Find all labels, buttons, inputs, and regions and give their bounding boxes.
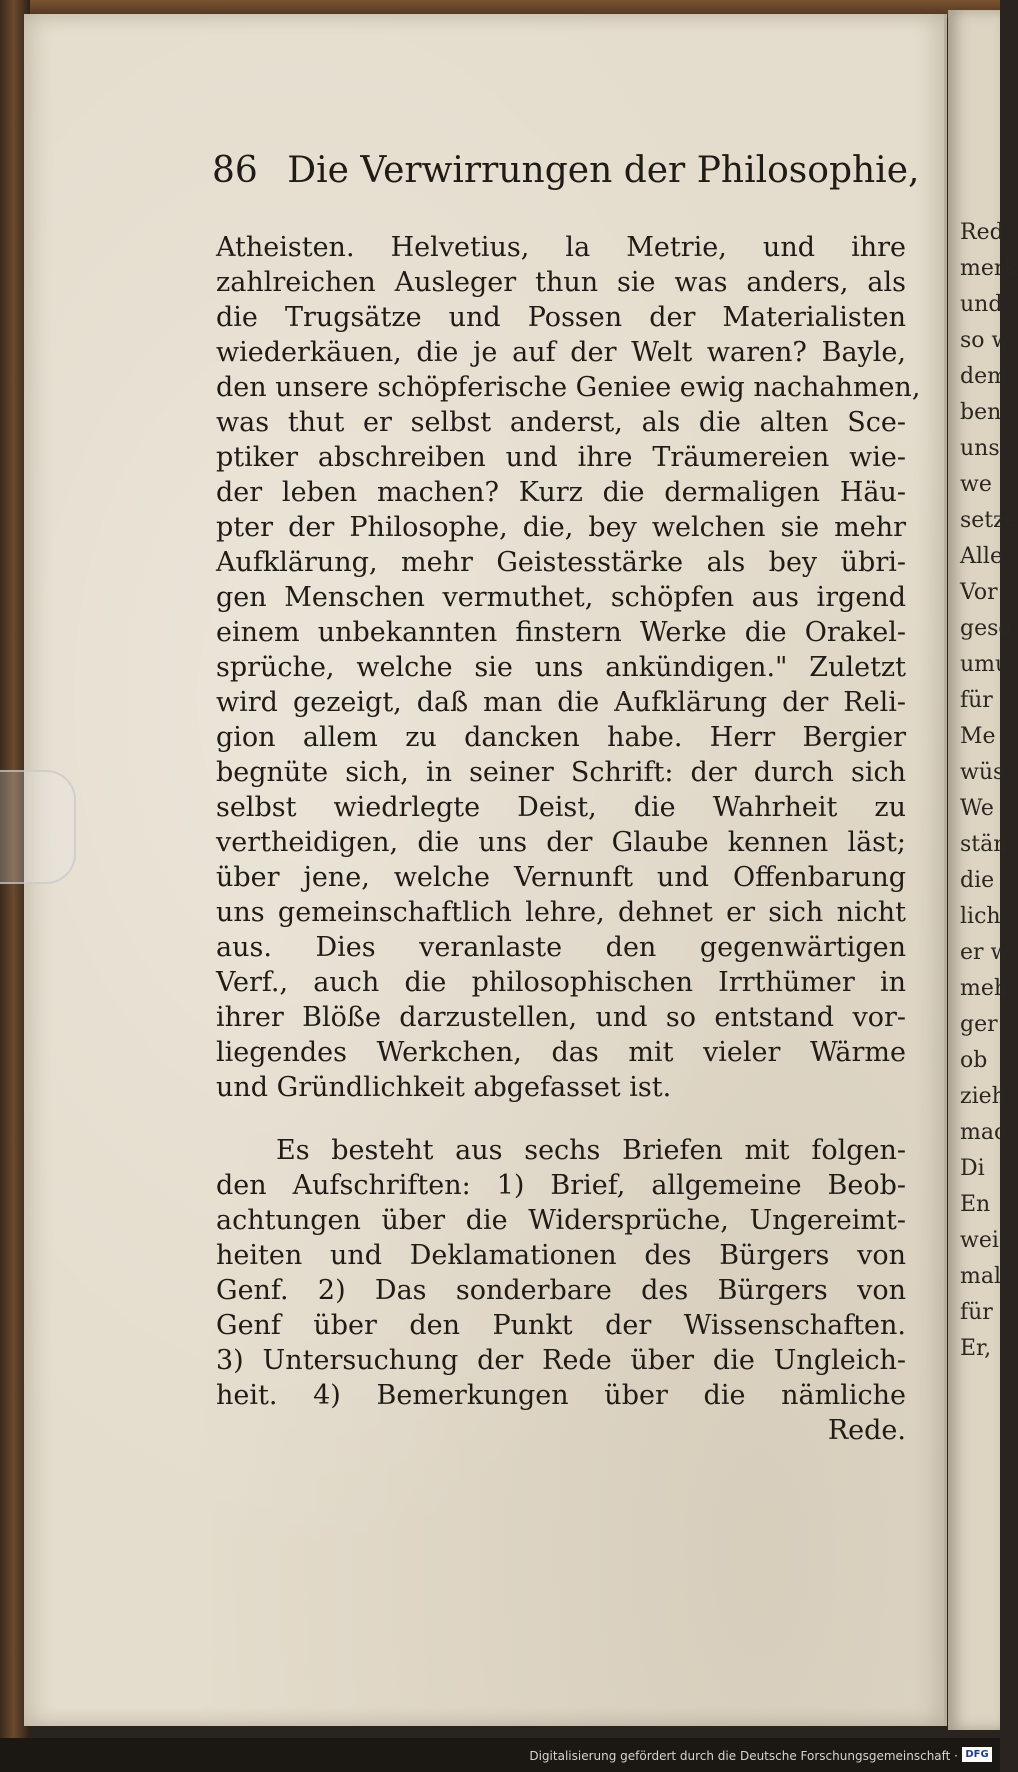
text-line: gen Menschen vermuthet, schöpfen aus irgend	[216, 582, 906, 613]
paragraph-1	[216, 230, 921, 1105]
text-line: liegendes Werkchen, das mit vieler Wärme	[216, 1037, 906, 1068]
text-line: wiederkäuen, die je auf der Welt waren? Bayle,	[216, 337, 906, 368]
page-number: 86	[212, 150, 258, 191]
facing-page-fragment: merk	[960, 256, 1018, 281]
facing-page-fragment: Di	[960, 1156, 985, 1181]
facing-page-fragment: mal	[960, 1264, 1002, 1289]
text-line: heit. 4) Bemerkungen über die nämliche	[216, 1380, 906, 1411]
text-line: uns gemeinschaftlich lehre, dehnet er sich nicht	[216, 897, 906, 928]
facing-page-fragment: we	[960, 472, 992, 497]
facing-page-fragment: wüs	[960, 760, 1005, 785]
dfg-logo: DFG	[962, 1747, 992, 1762]
text-line: ptiker abschreiben und ihre Träumereien wie-	[216, 442, 906, 473]
facing-page-fragment: umu	[960, 652, 1010, 677]
facing-page-fragment: die	[960, 868, 995, 893]
facing-page-fragment: er w	[960, 940, 1010, 965]
running-title: Die Verwirrungen der Philosophie,	[287, 150, 920, 191]
facing-page-fragment: ger	[960, 1012, 998, 1037]
text-line: selbst wiedrlegte Deist, die Wahrheit zu	[216, 792, 906, 823]
facing-page-fragment: wei	[960, 1228, 999, 1253]
facing-page-fragment: für	[960, 1300, 993, 1325]
facing-page-fragment: Red	[960, 220, 1004, 245]
text-line: sprüche, welche sie uns ankündigen." Zuletzt	[216, 652, 906, 683]
catchword: Rede.	[827, 1415, 906, 1446]
facing-page-fragment: stän	[960, 832, 1008, 857]
text-line: einem unbekannten finstern Werke die Orakel-	[216, 617, 906, 648]
paragraph-gap	[216, 1105, 906, 1133]
text-line: was thut er selbst anderst, als die alten Sce-	[216, 407, 906, 438]
page-body	[216, 230, 921, 1448]
facing-page-fragment: und	[960, 292, 1003, 317]
page-header	[212, 150, 920, 200]
text-line: Es besteht aus sechs Briefen mit folgen-	[276, 1135, 906, 1166]
text-line: pter der Philosophe, die, bey welchen sie mehr	[216, 512, 906, 543]
facing-page-fragment: setze	[960, 508, 1018, 533]
text-line: Atheisten. Helvetius, la Metrie, und ihre	[216, 232, 906, 263]
facing-page-fragment: dem	[960, 364, 1008, 389]
text-line: zahlreichen Ausleger thun sie was anders, als	[216, 267, 906, 298]
text-line: vertheidigen, die uns der Glaube kennen läst;	[216, 827, 906, 858]
facing-page-fragment: uns	[960, 436, 1000, 461]
text-line: und Gründlichkeit abgefasset ist.	[216, 1072, 672, 1103]
text-line: Genf. 2) Das sonderbare des Bürgers von	[216, 1275, 906, 1306]
text-line: begnüte sich, in seiner Schrift: der durch sich	[216, 757, 906, 788]
facing-page-fragment: We	[960, 796, 994, 821]
text-line: die Trugsätze und Possen der Materialisten	[216, 302, 906, 333]
text-line: Genf über den Punkt der Wissenschaften.	[216, 1310, 906, 1341]
facing-page-fragment: Me	[960, 724, 996, 749]
facing-page-fragment: für	[960, 688, 993, 713]
facing-page-fragment: En	[960, 1192, 991, 1217]
facing-page-fragment: so w	[960, 328, 1011, 353]
facing-page-fragment: ob	[960, 1048, 988, 1073]
facing-page-edge	[948, 10, 1018, 1730]
facing-page-fragment: Alle	[960, 544, 1003, 569]
text-line: den unsere schöpferische Geniee ewig nachahmen,	[216, 372, 921, 403]
facing-page-fragment: gese	[960, 616, 1012, 641]
facing-page-fragment: ben	[960, 400, 1002, 425]
text-line: 3) Untersuchung der Rede über die Ungleich-	[216, 1345, 906, 1376]
text-line: wird gezeigt, daß man die Aufklärung der Reli-	[216, 687, 906, 718]
text-line: über jene, welche Vernunft und Offenbarung	[216, 862, 906, 893]
text-line: den Aufschriften: 1) Brief, allgemeine Beob-	[216, 1170, 906, 1201]
text-line: Aufklärung, mehr Geistesstärke als bey übri-	[216, 547, 906, 578]
facing-page-fragment: Er,	[960, 1336, 992, 1361]
text-line: ihrer Blöße darzustellen, und so entstand vor-	[216, 1002, 906, 1033]
facing-page-fragment: meh	[960, 976, 1009, 1001]
text-line: Verf., auch die philosophischen Irrthümer in	[216, 967, 906, 998]
page-clip	[0, 770, 76, 884]
facing-page-fragment: zieh	[960, 1084, 1006, 1109]
paragraph-2	[216, 1133, 906, 1413]
digitization-footer	[0, 1738, 1000, 1772]
text-line: achtungen über die Widersprüche, Ungereimt-	[216, 1205, 906, 1236]
facing-page-fragment: mac	[960, 1120, 1007, 1145]
facing-page-fragment: lich.	[960, 904, 1008, 929]
text-line: gion allem zu dancken habe. Herr Bergier	[216, 722, 906, 753]
text-line: der leben machen? Kurz die dermaligen Häu-	[216, 477, 906, 508]
facing-page-fragment: Vor	[960, 580, 998, 605]
text-line: heiten und Deklamationen des Bürgers von	[216, 1240, 906, 1271]
text-line: aus. Dies veranlaste den gegenwärtigen	[216, 932, 906, 963]
footer-credit: Digitalisierung gefördert durch die Deutsche Forschungsgemeinschaft ·	[529, 1749, 958, 1763]
